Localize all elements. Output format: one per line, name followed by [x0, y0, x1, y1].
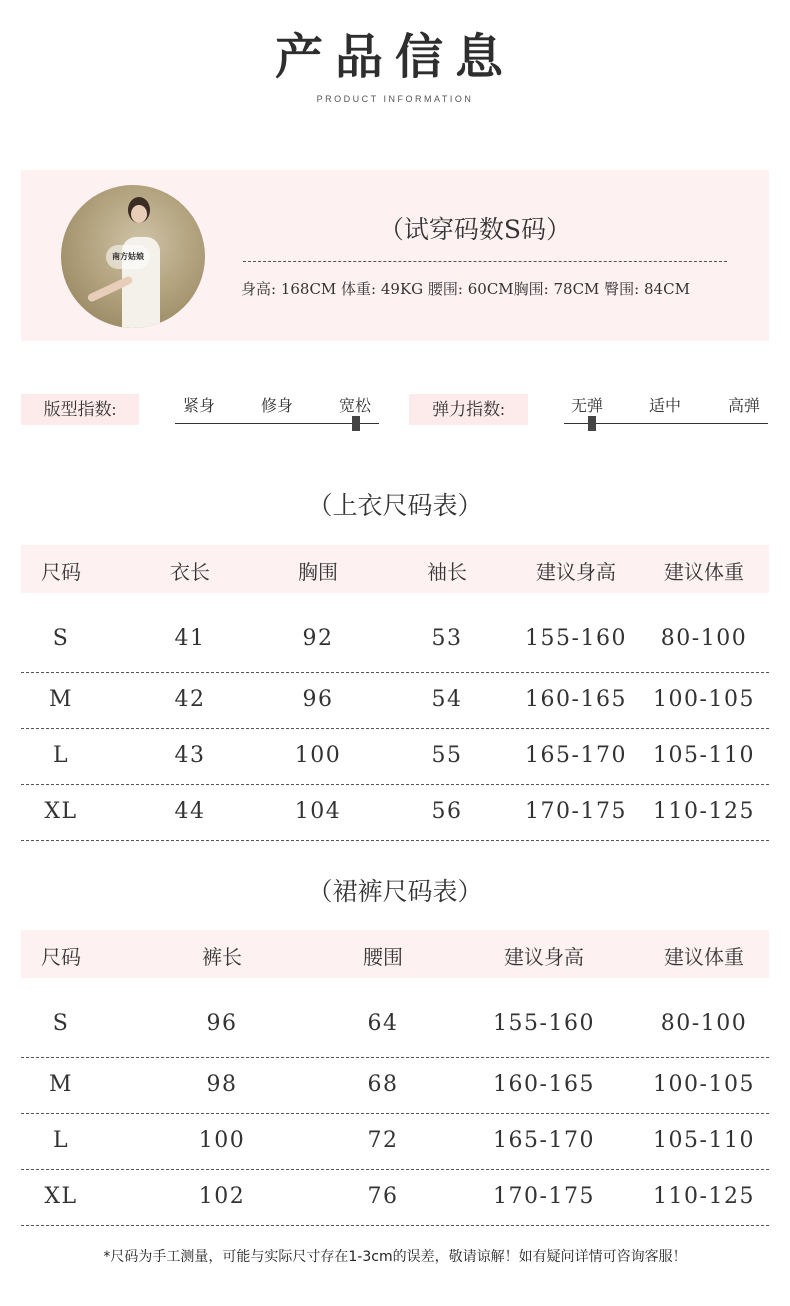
table-header-cell: 建议体重 [664, 945, 744, 969]
model-avatar [61, 185, 205, 328]
table-header-cell: 衣长 [170, 560, 210, 584]
table-cell: 68 [367, 1072, 399, 1097]
table-cell: 56 [431, 799, 463, 824]
table-cell: 96 [302, 687, 334, 712]
table-cell: 72 [367, 1128, 399, 1153]
model-measurements: 身高: 168CM 体重: 49KG 腰围: 60CM胸围: 78CM 臀围: 84CM [241, 280, 690, 298]
table-cell: 100 [294, 743, 342, 768]
table-cell: M [48, 687, 74, 712]
table-cell: 92 [302, 626, 334, 651]
table-cell: 155-160 [525, 626, 627, 651]
table-cell: 160-165 [525, 687, 627, 712]
table-header-cell: 建议体重 [664, 560, 744, 584]
table-cell: 76 [367, 1184, 399, 1209]
table-header-cell: 尺码 [41, 945, 81, 969]
table-cell: 165-170 [525, 743, 627, 768]
table-header-cell: 胸围 [298, 560, 338, 584]
table-cell: 170-175 [525, 799, 627, 824]
table-cell: 96 [206, 1011, 238, 1036]
table-cell: L [52, 1128, 70, 1153]
table-row-divider [21, 1169, 769, 1170]
table-row-divider [21, 1113, 769, 1114]
model-info-panel [21, 170, 769, 341]
table-row-divider [21, 1225, 769, 1226]
table-cell: 100 [198, 1128, 246, 1153]
top-size-table-title: （上衣尺码表） [307, 491, 483, 520]
table-cell: 64 [367, 1011, 399, 1036]
stretch-index-marker [588, 416, 596, 431]
table-cell: 43 [174, 743, 206, 768]
table-cell: 105-110 [653, 1128, 755, 1153]
stretch-option-medium: 适中 [649, 396, 682, 415]
page-subtitle: PRODUCT INFORMATION [316, 94, 474, 104]
table-cell: 155-160 [493, 1011, 595, 1036]
table-cell: 98 [206, 1072, 238, 1097]
fit-index-marker [352, 416, 360, 431]
table-row-divider [21, 1057, 769, 1058]
top-table-header [21, 545, 769, 593]
table-header-cell: 建议身高 [536, 560, 616, 584]
table-cell: 102 [198, 1184, 246, 1209]
table-cell: 170-175 [493, 1184, 595, 1209]
table-cell: 80-100 [660, 1011, 748, 1036]
table-cell: 80-100 [660, 626, 748, 651]
table-cell: 42 [174, 687, 206, 712]
table-row-divider [21, 840, 769, 841]
stretch-option-high: 高弹 [728, 396, 761, 415]
bottom-size-table-title: （裙裤尺码表） [307, 877, 483, 906]
table-cell: S [52, 626, 70, 651]
table-cell: 165-170 [493, 1128, 595, 1153]
table-cell: 53 [431, 626, 463, 651]
stretch-index-label: 弹力指数: [409, 394, 528, 425]
table-cell: 110-125 [653, 1184, 755, 1209]
table-row-divider [21, 784, 769, 785]
fit-option-loose: 宽松 [339, 396, 372, 415]
table-cell: 105-110 [653, 743, 755, 768]
table-cell: 54 [431, 687, 463, 712]
table-cell: 44 [174, 799, 206, 824]
table-header-cell: 尺码 [41, 560, 81, 584]
table-cell: 100-105 [653, 687, 755, 712]
measurement-note: *尺码为手工测量，可能与实际尺寸存在1-3cm的误差，敬请谅解！如有疑问详情可咨询客服！ [103, 1249, 687, 1265]
table-cell: 160-165 [493, 1072, 595, 1097]
dashed-divider [243, 261, 727, 262]
table-header-cell: 袖长 [427, 560, 467, 584]
page-title: 产品信息 [274, 29, 515, 85]
table-header-cell: 建议身高 [504, 945, 584, 969]
fit-index-track [175, 423, 379, 424]
table-cell: XL [44, 1184, 78, 1209]
table-cell: M [48, 1072, 74, 1097]
table-cell: L [52, 743, 70, 768]
table-cell: S [52, 1011, 70, 1036]
table-row-divider [21, 728, 769, 729]
table-cell: 41 [174, 626, 206, 651]
table-row-divider [21, 672, 769, 673]
table-cell: 110-125 [653, 799, 755, 824]
table-header-cell: 裤长 [202, 945, 242, 969]
table-cell: XL [44, 799, 78, 824]
table-cell: 55 [431, 743, 463, 768]
table-cell: 100-105 [653, 1072, 755, 1097]
fit-index-label: 版型指数: [21, 394, 139, 425]
table-header-cell: 腰围 [363, 945, 403, 969]
fit-option-slim: 修身 [261, 396, 294, 415]
table-cell: 104 [294, 799, 342, 824]
brand-stamp: 南方姑娘 [106, 245, 150, 269]
fit-option-tight: 紧身 [183, 396, 216, 415]
trial-size-title: （试穿码数S码） [378, 215, 572, 244]
stretch-option-none: 无弹 [571, 396, 604, 415]
